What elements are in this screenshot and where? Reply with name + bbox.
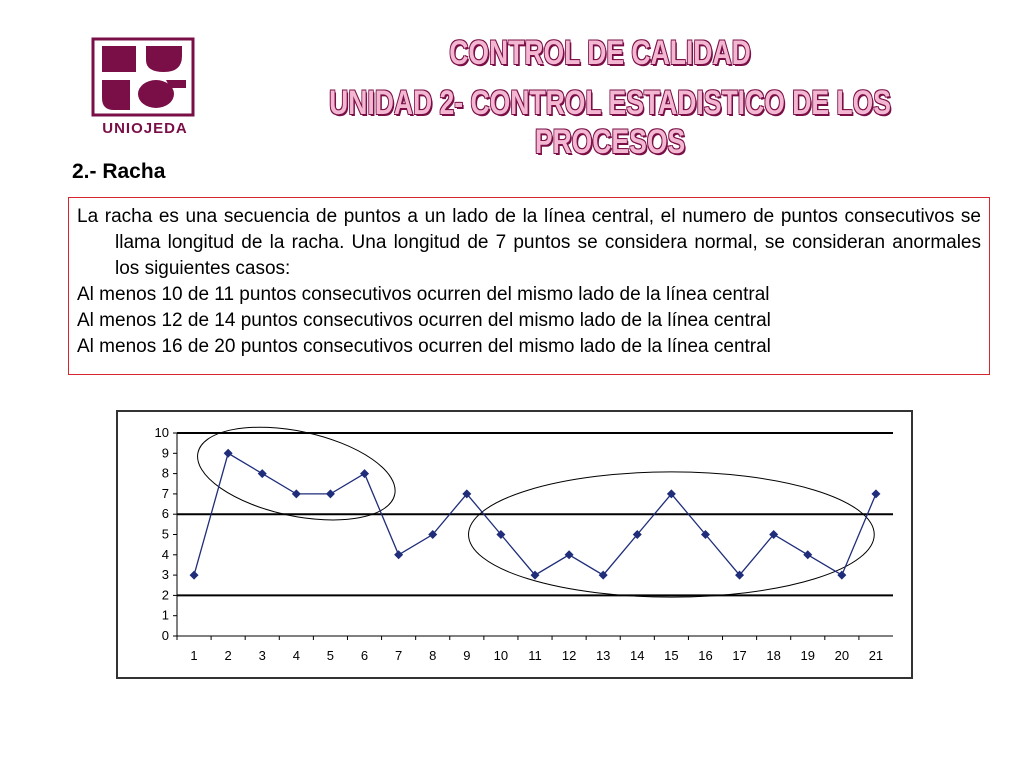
- x-tick-label: 3: [258, 648, 266, 663]
- data-point: [565, 550, 574, 559]
- x-tick-label: 6: [360, 648, 369, 663]
- y-tick-label: 6: [161, 506, 169, 522]
- section-title: 2.- Racha: [72, 160, 166, 183]
- x-tick-label: 9: [463, 648, 471, 663]
- y-tick-label: 8: [161, 465, 169, 481]
- x-tick-label: 10: [493, 648, 509, 663]
- x-tick-label: 17: [732, 648, 747, 663]
- y-tick-label: 0: [161, 628, 169, 643]
- y-tick-label: 3: [161, 567, 169, 583]
- x-tick-label: 11: [528, 648, 542, 663]
- x-tick-label: 7: [395, 648, 403, 663]
- y-tick-label: 2: [161, 587, 169, 603]
- data-point: [258, 469, 267, 478]
- rule-item: Al menos 10 de 11 puntos consecutivos ocurren del mismo lado de la línea central: [77, 284, 770, 305]
- x-tick-label: 19: [800, 648, 815, 663]
- data-point: [360, 469, 369, 478]
- run-highlight-ellipse: [189, 412, 403, 536]
- course-title: CONTROL DE CALIDAD: [449, 34, 751, 72]
- x-tick-label: 12: [561, 648, 577, 663]
- data-point: [224, 449, 233, 458]
- data-point: [837, 571, 846, 580]
- x-tick-label: 18: [766, 648, 781, 663]
- data-point: [803, 550, 812, 559]
- data-point: [190, 571, 199, 580]
- y-tick-label: 1: [161, 607, 169, 623]
- x-tick-label: 8: [429, 648, 437, 663]
- x-tick-label: 13: [595, 648, 611, 663]
- rule-item: Al menos 16 de 20 puntos consecutivos ocurren del mismo lado de la línea central: [77, 336, 771, 357]
- racha-definition-text: La racha es una secuencia de puntos a un lado de la línea central, el numero de puntos consecutivos se llama longitud de la racha. Una longitud de 7 puntos se considera normal, se consideran anormales los siguientes casos:: [77, 206, 981, 279]
- x-tick-label: 5: [326, 648, 335, 663]
- unit-title: UNIDAD 2- CONTROL ESTADISTICO DE LOS PROCESOS: [329, 84, 891, 161]
- logo-text: UNIOJEDA: [102, 120, 188, 137]
- control-chart-frame: [116, 410, 913, 679]
- y-tick-label: 4: [161, 546, 169, 562]
- control-chart: [118, 412, 911, 677]
- x-tick-label: 14: [630, 648, 645, 663]
- rule-item: Al menos 12 de 14 puntos consecutivos ocurren del mismo lado de la línea central: [77, 310, 771, 331]
- x-tick-label: 1: [190, 648, 198, 663]
- data-point: [326, 489, 335, 498]
- x-tick-label: 21: [868, 648, 884, 663]
- data-point: [394, 550, 403, 559]
- x-tick-label: 4: [292, 648, 300, 663]
- data-point: [871, 489, 880, 498]
- y-tick-label: 7: [161, 485, 169, 501]
- x-tick-label: 15: [664, 648, 679, 663]
- x-tick-label: 16: [698, 648, 713, 663]
- racha-definition-box: [68, 197, 990, 375]
- y-tick-label: 9: [161, 445, 169, 461]
- x-tick-label: 2: [224, 648, 232, 663]
- y-tick-label: 5: [161, 526, 169, 542]
- y-tick-label: 10: [154, 425, 169, 440]
- x-tick-label: 20: [834, 648, 850, 663]
- data-point: [292, 489, 301, 498]
